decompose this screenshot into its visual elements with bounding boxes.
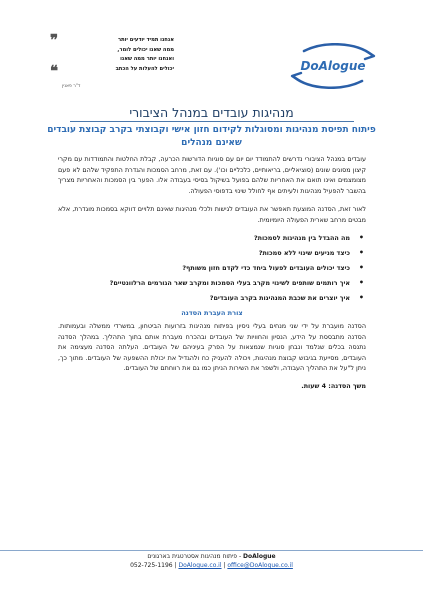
intro-paragraph: לאור זאת, הסדנה המוצעת תאפשר את העובדים לגישות ולכלי מנהיגות שאינם תלויים דווקא בסמכות מוגדרת, אלא מבטים מרחב שארית הפעולה היומיומית. bbox=[58, 205, 366, 224]
question-item: • כיצד מניעים שינוי ללא סמכות? bbox=[58, 248, 350, 258]
page-subtitle: פיתוח תפיסת מנהיגות ומסוגלות לקידום חזון אישי וקבוצתי בקרב קבוצת עובדים שאינם מנהלים bbox=[47, 125, 376, 148]
footer-separator: | bbox=[172, 562, 179, 569]
workshop-duration: משך הסדנה: 4 שעות. bbox=[301, 381, 366, 390]
footer-phone: 052-725-1196 bbox=[130, 562, 173, 569]
footer-contact-line bbox=[0, 561, 423, 570]
question-item: • איך רותמים שותפים לשינוי מקרב בעלי הסמכות ומקרב שאר הגורמים הרלוונטיים? bbox=[58, 278, 350, 288]
footer-brand-line bbox=[0, 552, 423, 561]
header-quote bbox=[50, 31, 174, 80]
quote-author: ד"ר פאנין bbox=[62, 84, 81, 89]
logo-arrows-icon bbox=[286, 43, 380, 89]
footer-brand: DoAlogue bbox=[243, 553, 276, 560]
open-quote-mark-icon: ❞ bbox=[50, 31, 59, 49]
intro-paragraph: עובדים במנהל הציבורי נדרשים להתמודד יום יום עם סוגיות הדורשות הכרעה, קבלת החלטות והתמודדות עם מקרי קיצון מסוגים שונים (סוציאליים, בריאותיים, כלכליים וכו'). עם זאת, מרחב הסמכות והגדרת התפקיד שלהם לא פעם מצומצמים ואינו תואם את האחריות שלהם בפועל בשיקול בסיסי בעבודה אלו. הפער בין הסמכות והאחריות מצריך בהשבר להפעיל מנהיגות ולעיתים אף לחולל שינוי בדפוסי הפעולה. bbox=[58, 155, 366, 195]
questions-list bbox=[58, 233, 366, 303]
quote-line: ואנחנו יותר ממה שאנו bbox=[120, 56, 174, 62]
close-quote-mark-icon: ❝ bbox=[50, 62, 59, 80]
page-title: מנהיגות עובדים במנהל הציבורי bbox=[129, 105, 294, 120]
footer-divider bbox=[0, 550, 423, 551]
footer-email-link[interactable]: office@DoAlogue.co.il bbox=[227, 562, 293, 569]
method-paragraph: הסדנה מועברת על ידי שני מנחים בעלי ניסיון בפיתוח מנהיגות בזרועות הביטחון, במשרדי ממשלה ובעמותות. הסדנה מתבססת על הידע, הנסיון והחוויות של העובדים ובהכרח מעברת אותם בתוך התהליך. במהלך הסדנה נתנסה בכלים שנלמד ונבחן סוגיות שנמצאות על הפרק בעיניהם של העובדים. העלתה הסדנה מעצימה את העובדים, מסייעת בגיבוש קבוצת מנהיגות, ויכולה להעניק כח ולהגדיל את יכולת ההשפעה של העובדים. מתוך כך, ניתן ל"על את התהליך העבודה, ולשפר את השירות הניתן כמו גם את רווחתם של העובדים. bbox=[58, 322, 366, 372]
quote-line: ממה שאנו יכולים לומר, bbox=[117, 46, 174, 53]
footer bbox=[0, 552, 423, 570]
footer-website-link[interactable]: DoAlogue.co.il bbox=[178, 562, 222, 569]
footer-tagline: - פיתוח מנהיגות אסטרטגית בארגונים bbox=[147, 553, 244, 560]
quote-line: אנחנו תמיד יודעים יותר bbox=[117, 37, 174, 43]
title-divider bbox=[70, 121, 354, 122]
company-logo bbox=[286, 43, 380, 89]
section-heading: צורת העברת הסדנה bbox=[181, 309, 243, 317]
quote-line: יכולים להעלות על הכתב bbox=[115, 65, 174, 72]
main-content bbox=[58, 154, 366, 390]
logo-text: DoAlogue bbox=[300, 59, 366, 73]
question-item: • מה ההבדל בין מנהיגות לסמכות? bbox=[58, 233, 350, 243]
footer-separator: | bbox=[221, 562, 228, 569]
question-item: • איך יוצרים את שכבת המנהיגות בקרב העובדים? bbox=[58, 293, 350, 303]
question-item: • כיצד יכולים העובדים לפעול ביחד כדי לקדם חזון משותף? bbox=[58, 263, 350, 273]
